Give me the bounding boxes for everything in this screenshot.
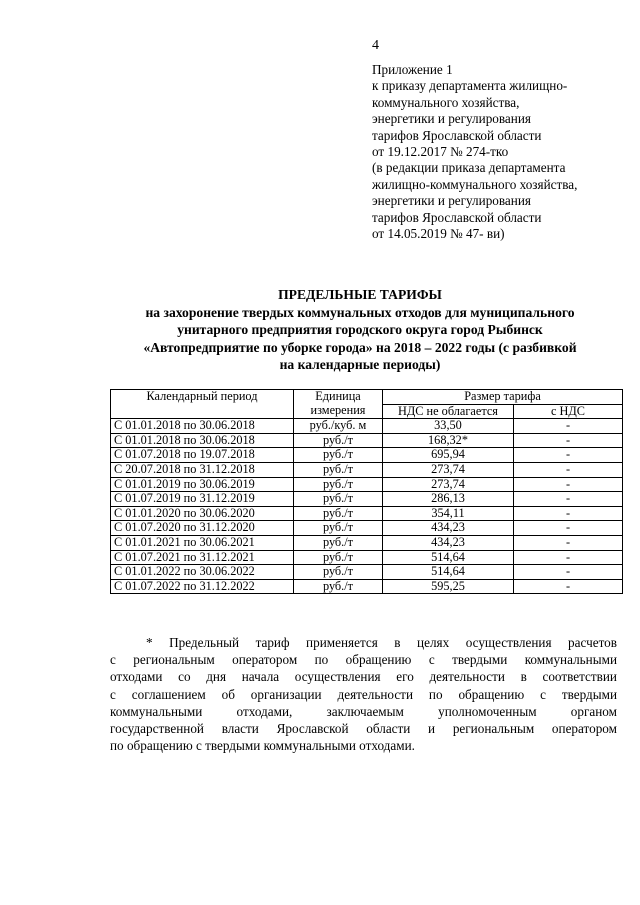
table-row: [111, 448, 623, 463]
table-row: [111, 492, 623, 507]
cell-unit: руб./т: [294, 565, 383, 580]
appendix-line: Приложение 1: [372, 62, 453, 77]
header-with-vat: с НДС: [514, 404, 623, 419]
table-row: [111, 477, 623, 492]
cell-period: С 01.07.2022 по 31.12.2022: [111, 579, 294, 594]
cell-period: С 01.07.2021 по 31.12.2021: [111, 550, 294, 565]
cell-period: С 01.07.2018 по 19.07.2018: [111, 448, 294, 463]
appendix-line: энергетики и регулирования: [372, 111, 531, 127]
cell-vat: -: [514, 550, 623, 565]
title-line: унитарного предприятия городского округа город Рыбинск: [177, 322, 543, 337]
cell-vat: -: [514, 535, 623, 550]
appendix-line: энергетики и регулирования: [372, 193, 531, 209]
footnote-line: коммунальными отходами, заключаемым уполномоченным органом: [110, 703, 617, 719]
cell-period: С 01.01.2018 по 30.06.2018: [111, 419, 294, 434]
header-unit-line2: измерения: [310, 402, 366, 417]
cell-nonvat: 168,32*: [383, 433, 514, 448]
cell-vat: -: [514, 433, 623, 448]
cell-vat: -: [514, 565, 623, 580]
table-row: [111, 419, 623, 434]
cell-vat: -: [514, 448, 623, 463]
cell-unit: руб./т: [294, 433, 383, 448]
cell-period: С 01.01.2021 по 30.06.2021: [111, 535, 294, 550]
cell-period: С 20.07.2018 по 31.12.2018: [111, 462, 294, 477]
cell-vat: -: [514, 462, 623, 477]
table-row: [111, 579, 623, 594]
appendix-line: от 14.05.2019 № 47- ви): [372, 226, 505, 242]
cell-nonvat: 33,50: [383, 419, 514, 434]
appendix-line: (в редакции приказа департамента: [372, 160, 566, 176]
appendix-line: тарифов Ярославской области: [372, 127, 542, 143]
cell-nonvat: 354,11: [383, 506, 514, 521]
footnote: [110, 634, 617, 754]
header-period: Календарный период: [111, 390, 294, 419]
appendix-line: тарифов Ярославской области: [372, 209, 542, 225]
cell-period: С 01.01.2020 по 30.06.2020: [111, 506, 294, 521]
footnote-line: по обращению с твердыми коммунальными отходами.: [110, 738, 415, 754]
cell-vat: -: [514, 521, 623, 536]
footnote-line: с региональным оператором по обращению с твердыми коммунальными: [110, 652, 617, 668]
page-number: 4: [372, 38, 379, 53]
cell-vat: -: [514, 492, 623, 507]
table-row: [111, 506, 623, 521]
cell-nonvat: 695,94: [383, 448, 514, 463]
cell-nonvat: 273,74: [383, 477, 514, 492]
cell-period: С 01.01.2018 по 30.06.2018: [111, 433, 294, 448]
tariff-table: [110, 389, 623, 594]
table-row: [111, 535, 623, 550]
cell-period: С 01.01.2019 по 30.06.2019: [111, 477, 294, 492]
cell-unit: руб./т: [294, 462, 383, 477]
cell-period: С 01.07.2020 по 31.12.2020: [111, 521, 294, 536]
title-line: на календарные периоды): [279, 357, 441, 372]
cell-nonvat: 514,64: [383, 565, 514, 580]
cell-nonvat: 514,64: [383, 550, 514, 565]
footnote-line: с соглашением об организации деятельности по обращению с твердыми: [110, 686, 617, 702]
cell-unit: руб./т: [294, 579, 383, 594]
table-row: [111, 462, 623, 477]
cell-unit: руб./т: [294, 492, 383, 507]
cell-vat: -: [514, 579, 623, 594]
cell-nonvat: 434,23: [383, 521, 514, 536]
appendix-header: [372, 62, 622, 242]
cell-period: С 01.01.2022 по 30.06.2022: [111, 565, 294, 580]
cell-unit: руб./т: [294, 550, 383, 565]
tariff-table-body: [111, 419, 623, 594]
document-title: [100, 286, 620, 374]
cell-vat: -: [514, 506, 623, 521]
header-unit: [294, 390, 383, 419]
footnote-line: государственной власти Ярославской области и региональным оператором: [110, 721, 617, 737]
table-row: [111, 550, 623, 565]
header-unit-line1: Единица: [315, 389, 361, 403]
title-line: ПРЕДЕЛЬНЫЕ ТАРИФЫ: [278, 287, 442, 302]
cell-unit: руб./т: [294, 535, 383, 550]
cell-vat: -: [514, 419, 623, 434]
table-row: [111, 433, 623, 448]
appendix-line: к приказу департамента жилищно-: [372, 78, 568, 94]
table-row: [111, 565, 623, 580]
footnote-line: * Предельный тариф применяется в целях осуществления расчетов: [146, 635, 617, 650]
header-non-vat: НДС не облагается: [383, 404, 514, 419]
header-tariff-size: Размер тарифа: [383, 390, 623, 405]
cell-unit: руб./т: [294, 448, 383, 463]
appendix-line: от 19.12.2017 № 274-тко: [372, 144, 509, 160]
appendix-line: жилищно-коммунального хозяйства,: [372, 176, 578, 192]
cell-unit: руб./т: [294, 477, 383, 492]
cell-nonvat: 286,13: [383, 492, 514, 507]
table-row: [111, 521, 623, 536]
cell-nonvat: 273,74: [383, 462, 514, 477]
cell-unit: руб./куб. м: [294, 419, 383, 434]
cell-unit: руб./т: [294, 506, 383, 521]
title-line: на захоронение твердых коммунальных отходов для муниципального: [145, 304, 575, 320]
cell-vat: -: [514, 477, 623, 492]
cell-nonvat: 595,25: [383, 579, 514, 594]
title-line: «Автопредприятие по уборке города» на 2018 – 2022 годы (с разбивкой: [143, 339, 577, 355]
cell-nonvat: 434,23: [383, 535, 514, 550]
cell-unit: руб./т: [294, 521, 383, 536]
footnote-line: отходами со дня начала осуществления его деятельности в соответствии: [110, 669, 617, 685]
cell-period: С 01.07.2019 по 31.12.2019: [111, 492, 294, 507]
appendix-line: коммунального хозяйства,: [372, 94, 520, 110]
